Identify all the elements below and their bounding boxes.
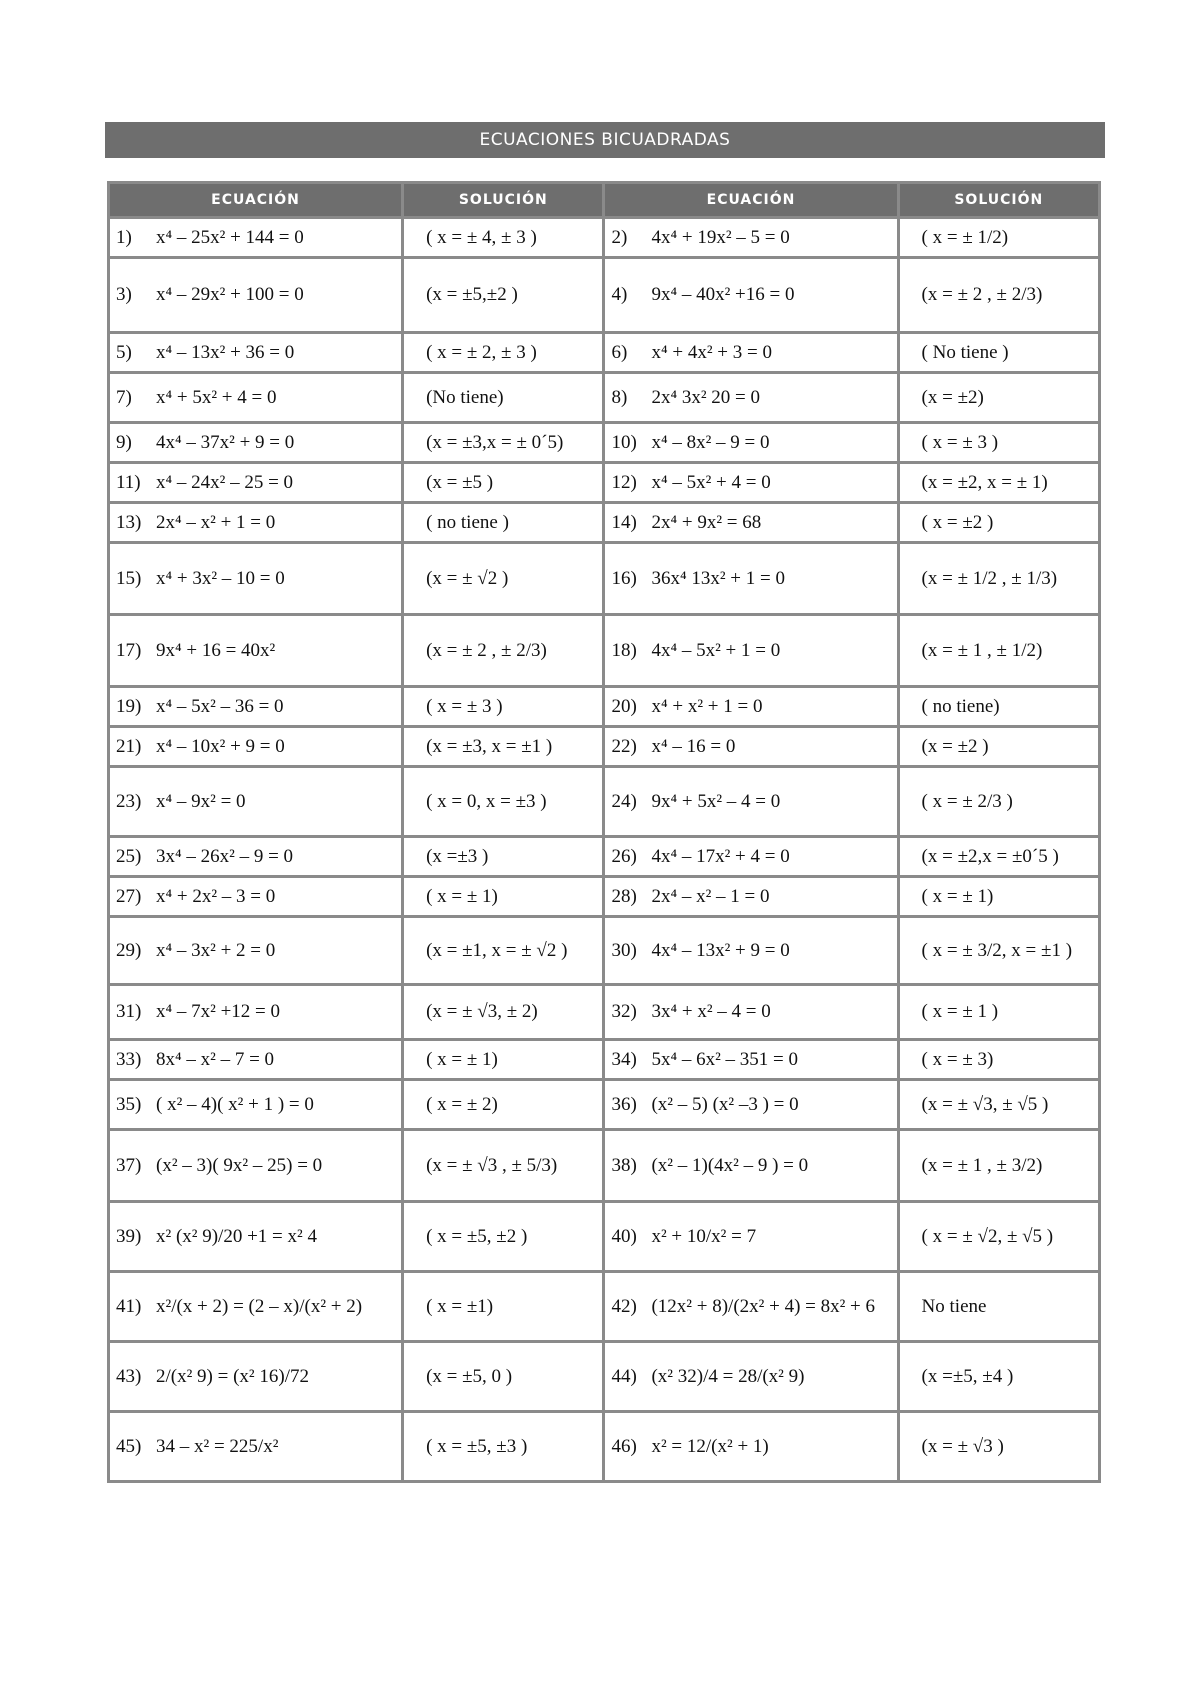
equation-text: ( x² – 4)( x² + 1 ) = 0	[156, 1093, 314, 1115]
equation-text: x⁴ – 5x² + 4 = 0	[651, 471, 771, 493]
exercise-number: 26)	[611, 845, 637, 867]
table-row	[109, 1272, 1100, 1342]
equation-cell	[604, 423, 898, 463]
equation-text: 9x⁴ – 40x² +16 = 0	[651, 284, 795, 305]
exercise-number: 7)	[116, 386, 132, 408]
solution-cell	[898, 767, 1099, 837]
exercise-number: 11)	[116, 471, 141, 493]
solution-cell	[898, 1342, 1099, 1412]
table-row	[109, 877, 1100, 917]
solution-cell	[898, 503, 1099, 543]
equation-cell	[604, 218, 898, 258]
solution-cell	[403, 1272, 604, 1342]
solution-text: ( x = ± 1)	[426, 885, 498, 907]
exercise-number: 10)	[611, 431, 637, 453]
table-row	[109, 687, 1100, 727]
equation-cell	[604, 877, 898, 917]
equation-cell	[109, 687, 403, 727]
equation-text: 9x⁴ + 5x² – 4 = 0	[651, 790, 781, 812]
solution-cell	[403, 423, 604, 463]
equation-text: 2x⁴ + 9x² = 68	[651, 511, 762, 533]
equation-cell	[604, 1040, 898, 1080]
solution-text: (x =±3 )	[426, 845, 489, 867]
equation-text: x⁴ – 3x² + 2 = 0	[156, 939, 276, 961]
exercise-number: 13)	[116, 511, 142, 533]
solution-text: ( x = 0, x = ±3 )	[426, 790, 547, 812]
solution-text: (x = ± √3, ± √5 )	[921, 1093, 1049, 1115]
solution-cell	[898, 985, 1099, 1040]
equation-cell	[109, 333, 403, 373]
header-solucion-1: SOLUCIÓN	[403, 183, 604, 218]
table-row	[109, 373, 1100, 423]
equation-cell	[604, 727, 898, 767]
solution-cell	[403, 767, 604, 837]
equation-text: 4x⁴ – 13x² + 9 = 0	[651, 939, 790, 961]
equation-text: x² + 10/x² = 7	[651, 1225, 757, 1247]
exercise-number: 17)	[116, 639, 142, 661]
equation-cell	[604, 837, 898, 877]
table-header-row	[109, 183, 1100, 218]
solution-text: (x = ±2 )	[921, 735, 989, 757]
solution-cell	[898, 423, 1099, 463]
equation-text: 4x⁴ – 5x² + 1 = 0	[651, 639, 781, 661]
solution-cell	[898, 373, 1099, 423]
exercise-number: 34)	[611, 1048, 637, 1070]
equation-cell	[109, 1040, 403, 1080]
exercise-number: 8)	[611, 386, 628, 408]
equation-cell	[604, 1412, 898, 1482]
equation-text: 2x⁴ – x² + 1 = 0	[156, 511, 276, 533]
equation-cell	[604, 373, 898, 423]
solution-cell	[403, 917, 604, 985]
solution-text: No tiene	[921, 1295, 987, 1317]
equation-cell	[604, 503, 898, 543]
solution-cell	[898, 687, 1099, 727]
table-row	[109, 985, 1100, 1040]
exercise-number: 46)	[611, 1435, 637, 1457]
table-row	[109, 1202, 1100, 1272]
equation-text: x⁴ + 4x² + 3 = 0	[651, 341, 772, 363]
table-row	[109, 258, 1100, 333]
exercise-number: 12)	[611, 471, 637, 493]
equation-cell	[109, 1202, 403, 1272]
equation-text: x⁴ – 9x² = 0	[156, 790, 246, 812]
equation-text: 5x⁴ – 6x² – 351 = 0	[651, 1048, 799, 1070]
solution-text: (x = ±2)	[921, 386, 984, 408]
exercise-number: 43)	[116, 1365, 142, 1387]
solution-cell	[898, 917, 1099, 985]
equation-cell	[109, 463, 403, 503]
equation-text: (x² – 1)(4x² – 9 ) = 0	[651, 1154, 809, 1176]
exercise-number: 23)	[116, 790, 142, 812]
solution-text: (x = ± 1 , ± 1/2)	[921, 639, 1043, 661]
solution-text: ( x = ± 2, ± 3 )	[426, 341, 537, 363]
exercise-number: 25)	[116, 845, 142, 867]
solution-text: ( no tiene)	[921, 695, 1000, 717]
exercise-number: 30)	[611, 939, 637, 961]
equation-text: x⁴ – 7x² +12 = 0	[156, 1001, 281, 1022]
solution-text: (x = ±2, x = ± 1)	[921, 471, 1048, 493]
solution-text: ( No tiene )	[921, 341, 1009, 363]
solution-text: (x = ±5,±2 )	[426, 284, 518, 305]
solution-cell	[898, 1040, 1099, 1080]
table-row	[109, 503, 1100, 543]
equation-cell	[109, 1342, 403, 1412]
solution-cell	[403, 1130, 604, 1202]
solution-cell	[898, 615, 1099, 687]
solution-text: ( x = ± 1)	[426, 1048, 498, 1070]
equation-text: x²/(x + 2) = (2 – x)/(x² + 2)	[156, 1295, 363, 1317]
solution-text: ( x = ± 3)	[921, 1048, 994, 1070]
solution-text: (x = ± √3, ± 2)	[426, 1001, 538, 1022]
solution-text: ( x = ± 4, ± 3 )	[426, 226, 537, 248]
equation-text: x⁴ + 5x² + 4 = 0	[156, 386, 277, 408]
table-row	[109, 727, 1100, 767]
solution-cell	[403, 1080, 604, 1130]
exercise-number: 16)	[611, 567, 637, 589]
solution-cell	[898, 258, 1099, 333]
equation-cell	[604, 543, 898, 615]
solution-cell	[403, 837, 604, 877]
solution-cell	[898, 727, 1099, 767]
solution-text: (x = ± √3 , ± 5/3)	[426, 1154, 558, 1176]
equation-cell	[109, 373, 403, 423]
equation-text: x⁴ + x² + 1 = 0	[651, 695, 763, 717]
table-row	[109, 543, 1100, 615]
equation-cell	[109, 1412, 403, 1482]
solution-cell	[403, 258, 604, 333]
solution-cell	[898, 837, 1099, 877]
exercise-number: 1)	[116, 226, 132, 248]
exercise-number: 45)	[116, 1435, 142, 1457]
equations-table	[107, 181, 1101, 1483]
equation-cell	[109, 877, 403, 917]
solution-text: (x = ±5 )	[426, 471, 494, 493]
equation-cell	[109, 1080, 403, 1130]
solution-cell	[898, 1272, 1099, 1342]
exercise-number: 38)	[611, 1154, 637, 1176]
solution-cell	[403, 1202, 604, 1272]
solution-text: ( x = ±1)	[426, 1295, 494, 1317]
equation-cell	[604, 258, 898, 333]
solution-text: ( x = ± 1 )	[921, 1001, 999, 1022]
equation-cell	[109, 1130, 403, 1202]
solution-cell	[898, 543, 1099, 615]
equation-text: (12x² + 8)/(2x² + 4) = 8x² + 6	[651, 1295, 876, 1317]
equation-text: 2x⁴ – x² – 1 = 0	[651, 885, 770, 907]
exercise-number: 6)	[611, 341, 628, 363]
exercise-number: 37)	[116, 1154, 142, 1176]
exercise-number: 31)	[116, 1001, 142, 1022]
equation-text: 9x⁴ + 16 = 40x²	[156, 639, 276, 661]
solution-cell	[898, 1412, 1099, 1482]
solution-text: (x = ± 2 , ± 2/3)	[426, 639, 547, 661]
equation-text: x² (x² 9)/20 +1 = x² 4	[156, 1225, 317, 1247]
equation-cell	[604, 917, 898, 985]
solution-text: (x = ±1, x = ± √2 )	[426, 939, 568, 961]
equation-cell	[604, 1080, 898, 1130]
solution-text: (x = ± √2 )	[426, 567, 509, 589]
solution-text: ( x = ±5, ±3 )	[426, 1435, 528, 1457]
solution-text: ( x = ± 2)	[426, 1093, 498, 1115]
equation-cell	[604, 1130, 898, 1202]
exercise-number: 35)	[116, 1093, 142, 1115]
exercise-number: 2)	[611, 226, 628, 248]
solution-text: (x = ±2,x = ±0´5 )	[921, 845, 1059, 867]
solution-text: (x =±5, ±4 )	[921, 1365, 1014, 1387]
header-ecuacion-1: ECUACIÓN	[109, 183, 403, 218]
table-row	[109, 1130, 1100, 1202]
exercise-number: 42)	[611, 1295, 637, 1317]
solution-text: (x = ± 2 , ± 2/3)	[921, 284, 1043, 305]
solution-cell	[403, 373, 604, 423]
solution-text: ( x = ± 1)	[921, 885, 994, 907]
solution-text: (x = ±5, 0 )	[426, 1365, 513, 1387]
solution-text: (x = ± 1/2 , ± 1/3)	[921, 567, 1058, 589]
table-row	[109, 333, 1100, 373]
equation-cell	[109, 218, 403, 258]
equation-text: x⁴ – 16 = 0	[651, 735, 736, 757]
table-row	[109, 917, 1100, 985]
equation-cell	[604, 1202, 898, 1272]
equation-text: 34 – x² = 225/x²	[156, 1435, 279, 1457]
page-title: ECUACIONES BICUADRADAS	[105, 122, 1105, 158]
equation-cell	[109, 1272, 403, 1342]
solution-text: ( x = ±5, ±2 )	[426, 1225, 528, 1247]
solution-cell	[403, 877, 604, 917]
solution-cell	[898, 1202, 1099, 1272]
equation-cell	[109, 985, 403, 1040]
equation-text: 36x⁴ 13x² + 1 = 0	[651, 567, 785, 589]
solution-cell	[403, 543, 604, 615]
equation-text: 4x⁴ + 19x² – 5 = 0	[651, 226, 790, 248]
solution-cell	[898, 218, 1099, 258]
equation-cell	[604, 985, 898, 1040]
solution-text: (x = ± √3 )	[921, 1435, 1004, 1457]
equation-text: (x² 32)/4 = 28/(x² 9)	[651, 1365, 805, 1387]
table-row	[109, 1412, 1100, 1482]
solution-text: ( no tiene )	[426, 511, 509, 533]
equation-cell	[109, 917, 403, 985]
solution-text: ( x = ± 3 )	[921, 431, 999, 453]
exercise-number: 3)	[116, 284, 132, 305]
equation-cell	[109, 615, 403, 687]
solution-cell	[898, 463, 1099, 503]
exercise-number: 21)	[116, 735, 142, 757]
equation-text: (x² – 5) (x² –3 ) = 0	[651, 1093, 799, 1115]
table-row	[109, 837, 1100, 877]
table-row	[109, 1342, 1100, 1412]
equation-text: x⁴ – 5x² – 36 = 0	[156, 695, 284, 717]
table-row	[109, 767, 1100, 837]
solution-cell	[403, 463, 604, 503]
exercise-number: 9)	[116, 431, 132, 453]
equation-text: 3x⁴ + x² – 4 = 0	[651, 1001, 771, 1022]
solution-text: ( x = ± 3/2, x = ±1 )	[921, 939, 1073, 961]
equation-cell	[604, 687, 898, 727]
equation-text: x⁴ + 3x² – 10 = 0	[156, 567, 285, 589]
equation-text: 4x⁴ – 17x² + 4 = 0	[651, 845, 790, 867]
equation-cell	[109, 503, 403, 543]
table-row	[109, 615, 1100, 687]
header-solucion-2: SOLUCIÓN	[898, 183, 1099, 218]
equation-cell	[109, 423, 403, 463]
table-row	[109, 1080, 1100, 1130]
exercise-number: 28)	[611, 885, 637, 907]
exercise-number: 14)	[611, 511, 637, 533]
equation-cell	[109, 767, 403, 837]
equation-cell	[109, 837, 403, 877]
solution-cell	[898, 1130, 1099, 1202]
exercise-number: 22)	[611, 735, 637, 757]
solution-text: ( x = ± √2, ± √5 )	[921, 1225, 1054, 1247]
solution-cell	[403, 1040, 604, 1080]
equation-text: 8x⁴ – x² – 7 = 0	[156, 1048, 275, 1070]
solution-cell	[403, 985, 604, 1040]
equation-cell	[604, 767, 898, 837]
equation-cell	[604, 1342, 898, 1412]
equation-text: x⁴ – 13x² + 36 = 0	[156, 341, 295, 363]
equation-cell	[604, 463, 898, 503]
equation-cell	[604, 1272, 898, 1342]
solution-cell	[403, 503, 604, 543]
exercise-number: 18)	[611, 639, 637, 661]
equation-text: x⁴ – 8x² – 9 = 0	[651, 431, 770, 453]
solution-cell	[403, 333, 604, 373]
table-row	[109, 1040, 1100, 1080]
exercise-number: 40)	[611, 1225, 637, 1247]
exercise-number: 36)	[611, 1093, 637, 1115]
equation-text: 2/(x² 9) = (x² 16)/72	[156, 1365, 309, 1387]
exercise-number: 4)	[611, 284, 628, 305]
solution-cell	[898, 877, 1099, 917]
equation-cell	[604, 615, 898, 687]
table-row	[109, 463, 1100, 503]
equation-text: 2x⁴ 3x² 20 = 0	[651, 386, 761, 408]
solution-text: (No tiene)	[426, 386, 504, 408]
equation-cell	[109, 727, 403, 767]
table-row	[109, 218, 1100, 258]
equation-text: 4x⁴ – 37x² + 9 = 0	[156, 431, 295, 453]
exercise-number: 32)	[611, 1001, 637, 1022]
exercise-number: 20)	[611, 695, 637, 717]
equation-text: x⁴ – 24x² – 25 = 0	[156, 471, 294, 493]
solution-cell	[898, 333, 1099, 373]
table-row	[109, 423, 1100, 463]
equation-text: x² = 12/(x² + 1)	[651, 1435, 769, 1457]
header-ecuacion-2: ECUACIÓN	[604, 183, 898, 218]
solution-cell	[403, 1412, 604, 1482]
solution-cell	[898, 1080, 1099, 1130]
exercise-number: 39)	[116, 1225, 142, 1247]
exercise-number: 15)	[116, 567, 142, 589]
solution-text: (x = ±3, x = ±1 )	[426, 735, 553, 757]
solution-cell	[403, 218, 604, 258]
equation-text: x⁴ + 2x² – 3 = 0	[156, 885, 276, 907]
exercise-number: 19)	[116, 695, 142, 717]
solution-text: ( x = ±2 )	[921, 511, 994, 533]
solution-cell	[403, 1342, 604, 1412]
equation-cell	[109, 543, 403, 615]
solution-cell	[403, 727, 604, 767]
exercise-number: 41)	[116, 1295, 142, 1317]
exercise-number: 5)	[116, 341, 132, 363]
equation-text: 3x⁴ – 26x² – 9 = 0	[156, 845, 294, 867]
equation-text: (x² – 3)( 9x² – 25) = 0	[156, 1154, 323, 1176]
exercise-number: 44)	[611, 1365, 637, 1387]
exercise-number: 33)	[116, 1048, 142, 1070]
solution-cell	[403, 687, 604, 727]
equation-cell	[604, 333, 898, 373]
solution-cell	[403, 615, 604, 687]
solution-text: ( x = ± 1/2)	[921, 226, 1009, 248]
solution-text: ( x = ± 3 )	[426, 695, 503, 717]
equation-cell	[109, 258, 403, 333]
exercise-number: 27)	[116, 885, 142, 907]
exercise-number: 29)	[116, 939, 142, 961]
solution-text: (x = ± 1 , ± 3/2)	[921, 1154, 1043, 1176]
equation-text: x⁴ – 25x² + 144 = 0	[156, 226, 304, 248]
equation-text: x⁴ – 29x² + 100 = 0	[156, 284, 304, 305]
exercise-number: 24)	[611, 790, 637, 812]
equation-text: x⁴ – 10x² + 9 = 0	[156, 735, 285, 757]
solution-text: ( x = ± 2/3 )	[921, 790, 1013, 812]
solution-text: (x = ±3,x = ± 0´5)	[426, 431, 564, 453]
